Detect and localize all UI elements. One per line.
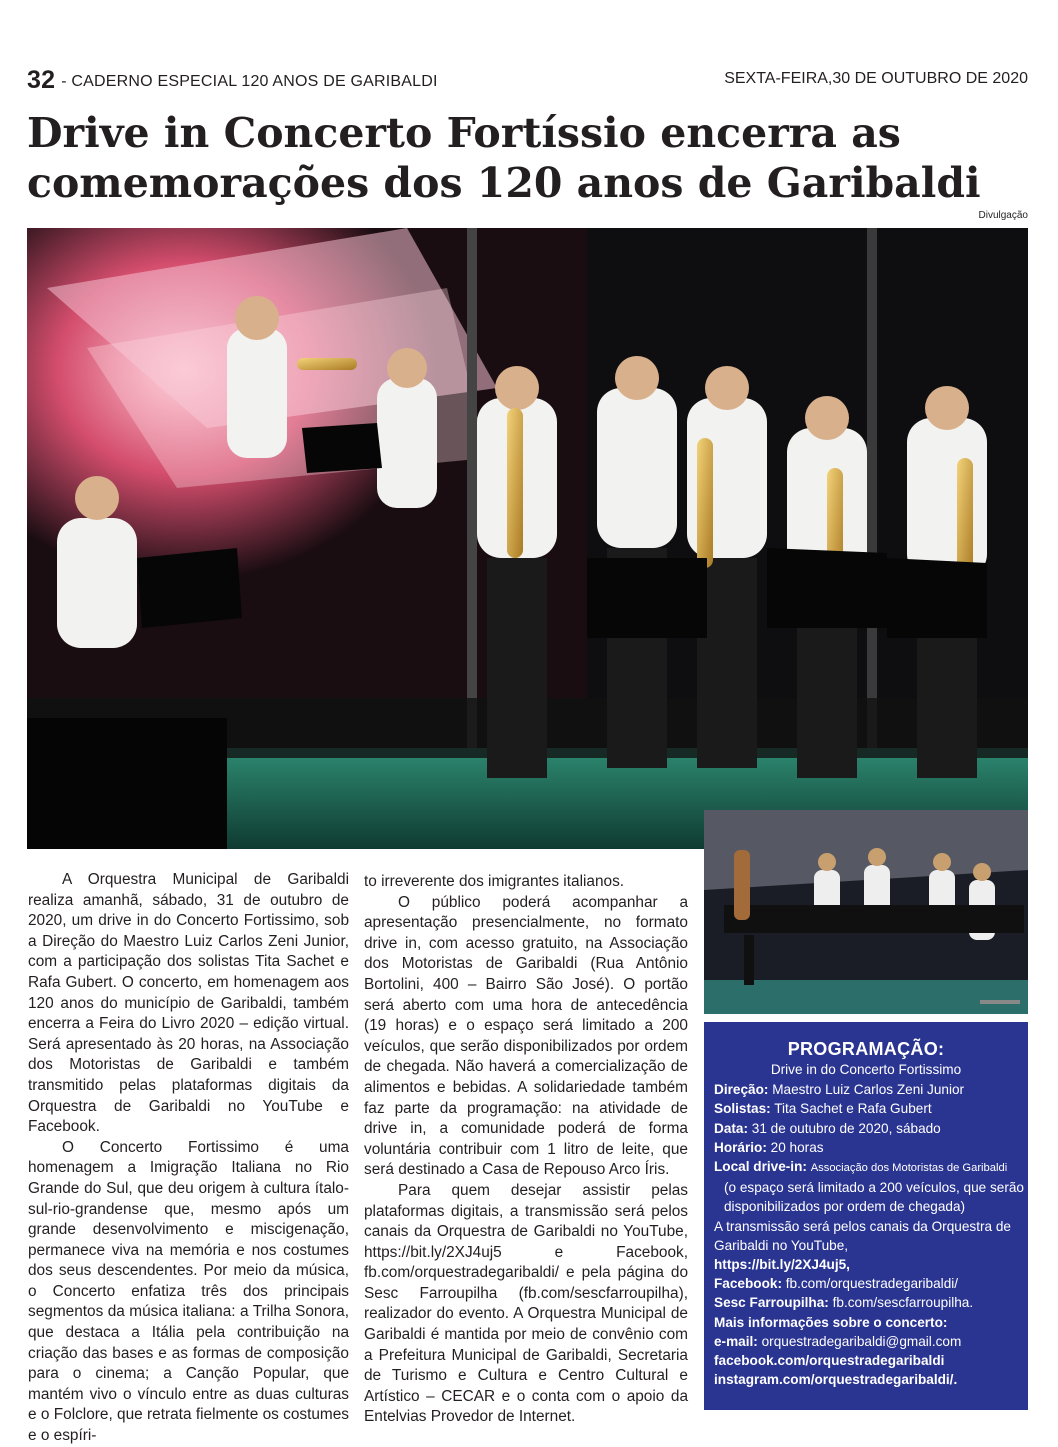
program-horario [714,1138,1018,1157]
article-paragraph: A Orquestra Municipal de Garibaldi realiza amanhã, sábado, 31 de outubro de 2020, um drive in do Concerto Fortissimo, sob a Direção do Maestro Luiz Carlos Zeni Junior, com a participação dos solistas Tita Sachet e Rafa Gubert. O concerto, em homenagem aos 120 anos do município de Garibaldi, também encerra a Feira do Livro 2020 – edição virtual. Será apresentado às 20 horas, na Associação dos Motoristas de Garibaldi e também transmitido pelas plataformas digitais da Orquestra de Garibaldi no YouTube e Facebook. [28,871,349,1136]
local-note-2: disponibilizados por ordem de chegada) [724,1199,966,1215]
local-label: Local drive-in: [714,1159,807,1175]
main-photo [27,228,1028,849]
program-email [714,1332,1018,1351]
program-box [704,1022,1028,1410]
section-title: - CADERNO ESPECIAL 120 ANOS DE GARIBALDI [61,73,438,90]
headline-line-2: comemorações dos 120 anos de Garibaldi [27,159,981,207]
article-column-2 [364,872,688,1428]
direcao-label: Direção: [714,1082,769,1098]
youtube-link[interactable]: https://bit.ly/2XJ4uj5, [714,1257,850,1273]
email-link[interactable]: orquestradegaribaldi@gmail.com [761,1333,962,1349]
program-local [714,1157,1018,1178]
sesc-link[interactable]: fb.com/sescfarroupilha. [832,1295,974,1311]
page-header-section [27,66,438,95]
page-date: SEXTA-FEIRA,30 DE OUTUBRO DE 2020 [724,70,1028,87]
program-data [714,1119,1018,1138]
photo-credit: Divulgação [978,210,1028,221]
direcao-value: Maestro Luiz Carlos Zeni Junior [772,1082,965,1098]
local-note-1: (o espaço será limitado a 200 veículos, que serão [724,1180,1024,1196]
headline [27,108,1037,208]
program-title: PROGRAMAÇÃO: [787,1039,945,1059]
article-column-1 [28,870,349,1447]
page-number: 32 [27,66,56,94]
horario-value: 20 horas [770,1139,824,1155]
facebook-link[interactable]: fb.com/orquestradegaribaldi/ [785,1276,959,1292]
data-value: 31 de outubro de 2020, sábado [751,1120,941,1136]
secondary-photo [704,810,1028,1014]
solistas-label: Solistas: [714,1101,771,1117]
horario-label: Horário: [714,1139,767,1155]
instagram-link[interactable]: instagram.com/orquestradegaribaldi/. [714,1372,958,1388]
facebook-full-link[interactable]: facebook.com/orquestradegaribaldi [714,1353,945,1369]
transmissao-line-2: Garibaldi no YouTube, [714,1237,849,1253]
program-sesc [714,1293,1018,1312]
facebook-label: Facebook: [714,1276,782,1292]
sesc-label: Sesc Farroupilha: [714,1295,829,1311]
headline-line-1: Drive in Concerto Fortíssio encerra as [27,109,901,157]
program-direcao [714,1080,1018,1099]
article-paragraph: O público poderá acompanhar a apresentação presencialmente, no formato drive in, com acesso gratuito, na Associação dos Motoristas de Garibaldi (Rua Antônio Bortolini, 400 – Bairro São José). O portão será aberto com uma hora de antecedência (19 horas) e o espaço será limitado a 200 veículos, que serão disponibilizados por ordem de chegada. Não haverá a comercialização de alimentos e bebidas. A solidariedade também faz parte da programação: na atividade de drive in, a comunidade poderá de forma voluntária contribuir com 1 litro de leite, que será destinado a Casa de Repouso Arco Íris. [364,893,688,1179]
more-info-heading: Mais informações sobre o concerto: [714,1314,948,1330]
local-value: Associação dos Motoristas de Garibaldi [810,1162,1008,1175]
article-paragraph-continuation: to irreverente dos imigrantes italianos. [364,873,625,890]
program-solistas [714,1099,1018,1118]
email-label: e-mail: [714,1333,758,1349]
article-paragraph: O Concerto Fortissimo é uma homenagem a Imigração Italiana no Rio Grande do Sul, que deu origem à cultura ítalo-sul-rio-grandense que, mesmo após um grande desenvolvimento e miscigenação, permanece viva na memória e nos costumes dos seus descendentes. Por meio da música, o Concerto enfatiza três dos principais segmentos da música italiana: a Trilha Sonora, que destaca a Itália pela contribuição na criação das bases e as formas de composição para o cinema; a Canção Popular, que mantém vivo o vínculo entre as duas culturas e o Folclore, que retrata fielmente os costumes e o espíri- [28,1138,349,1445]
program-subtitle: Drive in do Concerto Fortissimo [770,1062,962,1077]
article-paragraph: Para quem desejar assistir pelas plataformas digitais, a transmissão será pelos canais da Orquestra de Garibaldi no YouTube, https://bit.ly/2XJ4uj5 e Facebook, fb.com/orquestradegaribaldi/ e pela página do Sesc Farroupilha (fb.com/sescfarroupilha), realizador do evento. A Orquestra Municipal de Garibaldi é mantida por meio de convênio com a Prefeitura Municipal de Garibaldi, Secretaria de Turismo e Cultura e Centro Cultural e Artístico – CECAR e o conta com o apoio da Entelvias Provedor de Internet. [364,1181,688,1426]
transmissao-line-1: A transmissão será pelos canais da Orquestra de [714,1218,1011,1234]
data-label: Data: [714,1120,748,1136]
solistas-value: Tita Sachet e Rafa Gubert [774,1101,932,1117]
program-facebook [714,1274,1018,1293]
